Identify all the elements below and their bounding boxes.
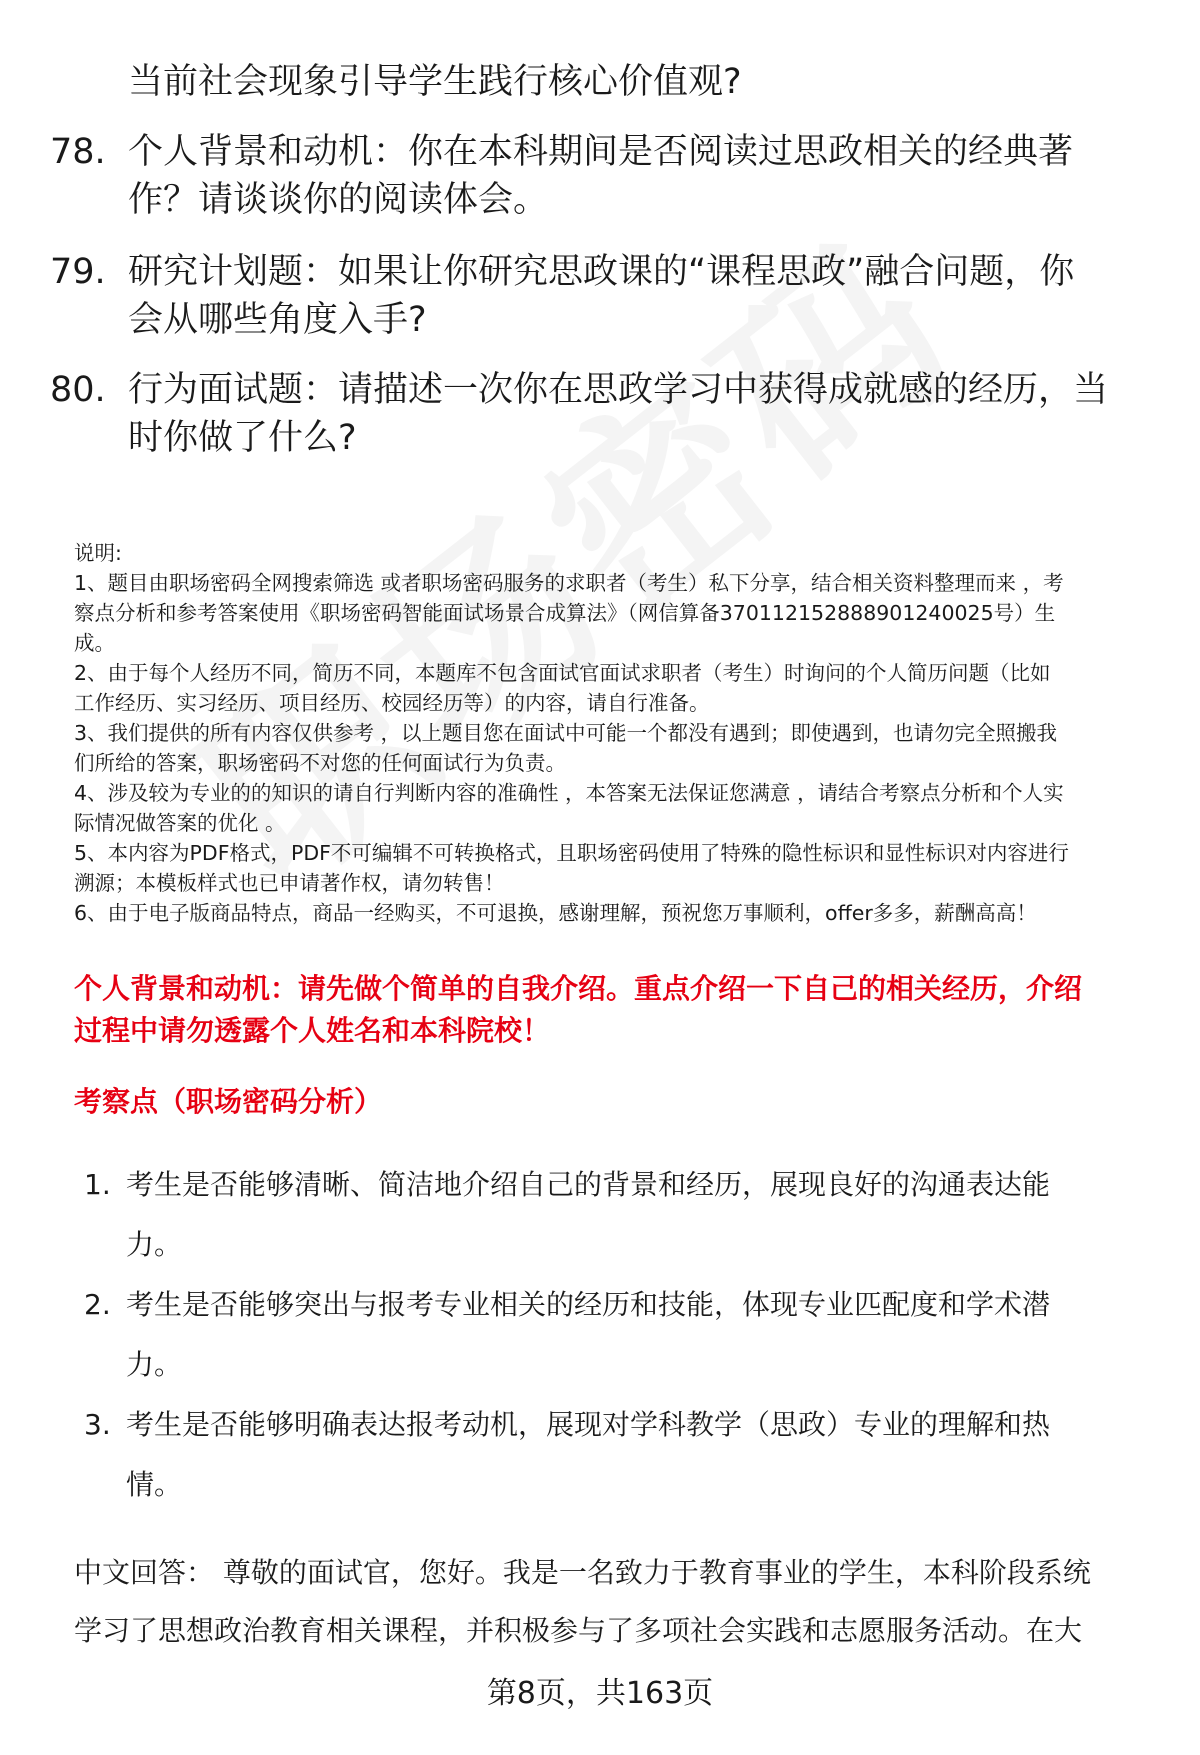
question-number: 80. bbox=[50, 370, 106, 410]
answer-line: 学习了思想政治教育相关课程，并积极参与了多项社会实践和志愿服务活动。在大 bbox=[74, 1614, 1083, 1647]
question-78 bbox=[50, 128, 1150, 224]
question-number: 79. bbox=[50, 252, 106, 292]
notes-line: 们所给的答案，职场密码不对您的任何面试行为负责。 bbox=[74, 751, 566, 775]
point-text: 考生是否能够明确表达报考动机，展现对学科教学（思政）专业的理解和热 bbox=[126, 1408, 1051, 1441]
page-number-footer: 第8页，共163页 bbox=[486, 1676, 714, 1711]
notes-line: 6、由于电子版商品特点，商品一经购买，不可退换，感谢理解，预祝您万事顺利，offer多多，薪酬高高！ bbox=[74, 901, 1037, 925]
point-number: 3. bbox=[84, 1408, 111, 1441]
chinese-answer bbox=[74, 1544, 1174, 1660]
list-item bbox=[84, 1155, 1164, 1275]
point-text: 考生是否能够清晰、简洁地介绍自己的背景和经历，展现良好的沟通表达能 bbox=[126, 1168, 1051, 1201]
notes-line: 5、本内容为PDF格式，PDF不可编辑不可转换格式，且职场密码使用了特殊的隐性标识和显性标识对内容进行 bbox=[74, 841, 1069, 865]
notes-line: 4、涉及较为专业的的知识的请自行判断内容的准确性 ，本答案无法保证您满意 ，请结合考察点分析和个人实 bbox=[74, 781, 1064, 805]
point-text: 情。 bbox=[126, 1468, 183, 1501]
point-number: 1. bbox=[84, 1168, 111, 1201]
point-number: 2. bbox=[84, 1288, 111, 1321]
question-text: 时你做了什么? bbox=[128, 418, 357, 458]
question-80 bbox=[50, 366, 1150, 462]
question-text: 个人背景和动机：你在本科期间是否阅读过思政相关的经典著 bbox=[128, 132, 1074, 172]
question-number: 78. bbox=[50, 132, 106, 172]
question-77-continuation-text: 当前社会现象引导学生践行核心价值观? bbox=[128, 62, 742, 102]
interview-question-title bbox=[74, 968, 1174, 1052]
notes-line: 成。 bbox=[74, 631, 115, 655]
interview-question-line: 个人背景和动机：请先做个简单的自我介绍。重点介绍一下自己的相关经历，介绍 bbox=[74, 972, 1083, 1005]
point-text: 考生是否能够突出与报考专业相关的经历和技能，体现专业匹配度和学术潜 bbox=[126, 1288, 1051, 1321]
analysis-points-list bbox=[84, 1155, 1164, 1515]
question-text: 作？请谈谈你的阅读体会。 bbox=[128, 180, 549, 220]
question-text: 会从哪些角度入手? bbox=[128, 300, 427, 340]
notes-heading: 说明: bbox=[74, 541, 122, 565]
question-79 bbox=[50, 248, 1150, 344]
question-continuation bbox=[50, 58, 1150, 106]
point-text: 力。 bbox=[126, 1228, 183, 1261]
question-text: 行为面试题：请描述一次你在思政学习中获得成就感的经历，当 bbox=[128, 370, 1109, 410]
notes-section bbox=[74, 538, 1164, 928]
notes-line: 工作经历、实习经历、项目经历、校园经历等）的内容，请自行准备。 bbox=[74, 691, 710, 715]
notes-line: 3、我们提供的所有内容仅供参考 ，以上题目您在面试中可能一个都没有遇到；即使遇到，也请勿完全照搬我 bbox=[74, 721, 1058, 745]
notes-line: 察点分析和参考答案使用《职场密码智能面试场景合成算法》（网信算备370112152888901240025号）生 bbox=[74, 601, 1056, 625]
list-item bbox=[84, 1275, 1164, 1395]
list-item bbox=[84, 1395, 1164, 1515]
point-text: 力。 bbox=[126, 1348, 183, 1381]
notes-line: 2、由于每个人经历不同，简历不同，本题库不包含面试官面试求职者（考生）时询问的个人简历问题（比如 bbox=[74, 661, 1051, 685]
notes-line: 际情况做答案的优化 。 bbox=[74, 811, 286, 835]
notes-line: 溯源；本模板样式也已申请著作权，请勿转售！ bbox=[74, 871, 505, 895]
notes-line: 1、题目由职场密码全网搜索筛选 或者职场密码服务的求职者（考生）私下分享，结合相关资料整理而来 ，考 bbox=[74, 571, 1064, 595]
interview-question-line: 过程中请勿透露个人姓名和本科院校！ bbox=[74, 1014, 551, 1047]
question-text: 研究计划题：如果让你研究思政课的“课程思政”融合问题，你 bbox=[128, 252, 1075, 292]
answer-line: 中文回答： 尊敬的面试官，您好。我是一名致力于教育事业的学生，本科阶段系统 bbox=[74, 1556, 1091, 1589]
analysis-heading: 考察点（职场密码分析） bbox=[74, 1085, 383, 1118]
